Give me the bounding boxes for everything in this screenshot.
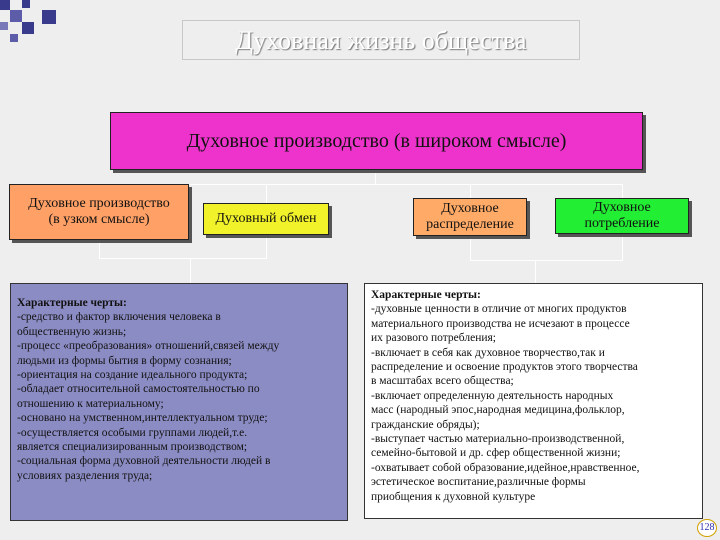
feature-line: -включает в себя как духовное творчество,так и <box>371 346 605 359</box>
connector-left-bar <box>99 258 267 259</box>
right-features-panel <box>364 283 703 519</box>
feature-line: гражданские обряды); <box>371 418 480 431</box>
category-line-1: Духовное производство <box>28 196 170 211</box>
feature-line: распределение и освоение продуктов этого творчества <box>371 361 638 374</box>
feature-line: людьми из формы бытия в форму сознания; <box>17 354 232 367</box>
connector-right-bar <box>470 260 623 261</box>
feature-line: приобщения к духовной культуре <box>371 490 536 503</box>
category-line-2: распределение <box>426 217 514 232</box>
feature-line: -включает определенную деятельность народных <box>371 389 614 402</box>
connector-left-down <box>190 258 191 283</box>
feature-line: отношению к материальному; <box>17 397 164 410</box>
right-features-list <box>371 302 696 504</box>
feature-line: материального производства не исчезают в процессе <box>371 317 630 330</box>
category-narrow-production <box>9 184 189 240</box>
feature-line: -охватывает собой образование,идейное,нравственное, <box>371 461 640 474</box>
left-features-list <box>17 310 341 483</box>
feature-line: семейно-бытовой и др. сфер общественной жизни; <box>371 447 621 460</box>
left-features-title: Характерные черты: <box>17 297 127 309</box>
feature-line: -осуществляется особыми группами людей,т.е. <box>17 426 248 439</box>
category-distribution <box>413 198 527 236</box>
feature-line: -социальная форма духовной деятельности людей в <box>17 455 271 468</box>
connector-drop-3 <box>470 184 471 198</box>
feature-line: масс (народный эпос,народная медицина,фольклор, <box>371 404 625 417</box>
category-line-1: Духовный обмен <box>215 211 317 226</box>
category-line-1: Духовное <box>593 200 651 215</box>
feature-line: -обладает относительной самостоятельностью по <box>17 383 260 396</box>
category-consumption <box>555 198 689 234</box>
feature-line: -духовные ценности в отличие от многих продуктов <box>371 303 627 316</box>
category-line-2: (в узком смысле) <box>48 212 150 227</box>
page-title: Духовная жизнь общества <box>182 20 580 60</box>
connector-drop-4 <box>622 184 623 198</box>
connector-right-trunk-1 <box>470 238 471 260</box>
left-features-panel <box>10 283 348 521</box>
feature-line: -основано на умственном,интеллектуальном труде; <box>17 412 268 425</box>
feature-line: их разового потребления; <box>371 332 496 345</box>
connector-drop-2 <box>266 184 267 203</box>
category-exchange <box>203 203 329 235</box>
right-features-title: Характерные черты: <box>371 289 481 301</box>
feature-line: общественную жизнь; <box>17 325 127 338</box>
feature-line: эстетическое воспитание,различные формы <box>371 476 586 489</box>
feature-line: -выступает частью материально-производственной, <box>371 433 625 446</box>
main-box-label: Духовное производство (в широком смысле) <box>186 129 567 152</box>
feature-line: -средство и фактор включения человека в <box>17 311 221 324</box>
feature-line: условиях разделения труда; <box>17 469 153 482</box>
feature-line: в масштабах всего общества; <box>371 375 514 388</box>
connector-left-up <box>266 237 267 259</box>
connector-right-down <box>535 260 536 283</box>
page-number-badge: 128 <box>697 519 717 537</box>
connector-left-trunk <box>99 242 100 258</box>
feature-line: является специализированным производством; <box>17 441 248 454</box>
category-line-1: Духовное <box>441 201 499 216</box>
feature-line: -ориентация на создание идеального продукта; <box>17 369 248 382</box>
category-line-2: потребление <box>584 216 660 231</box>
connector-trunk <box>375 170 376 184</box>
feature-line: -процесс «преобразования» отношений,связей между <box>17 340 280 353</box>
spiritual-production-broad-box <box>110 112 643 170</box>
connector-right-trunk-2 <box>622 236 623 260</box>
